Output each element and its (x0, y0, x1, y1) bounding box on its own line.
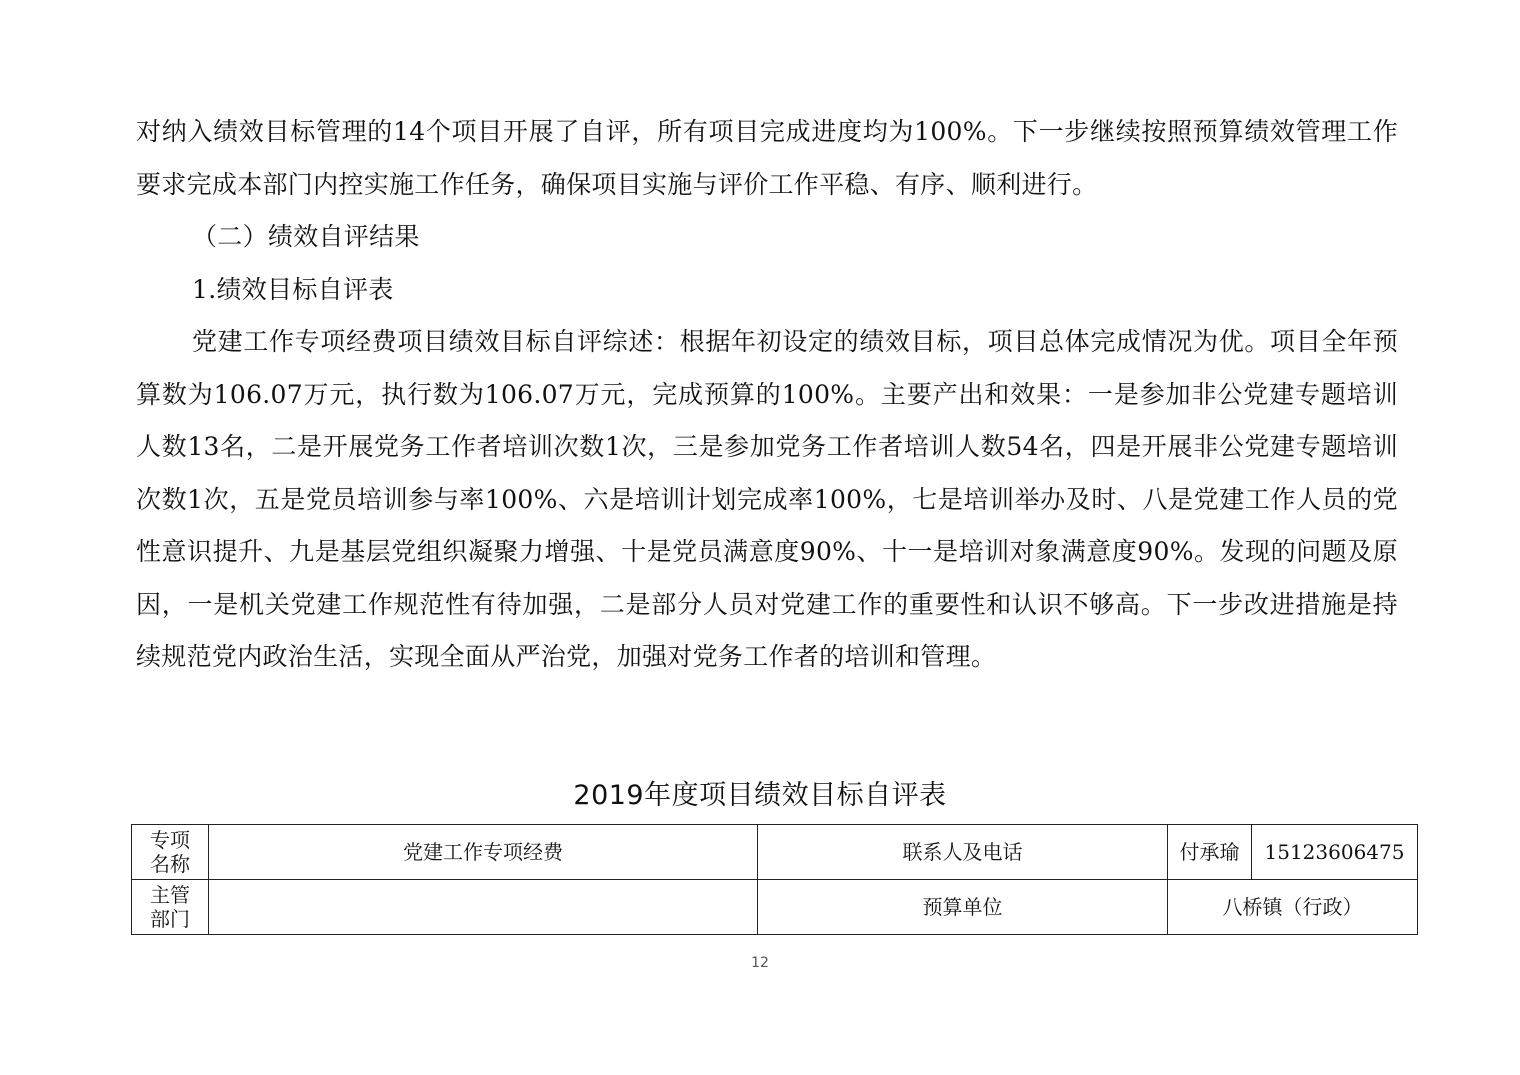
subsection-heading: 1.绩效目标自评表 (192, 274, 394, 304)
label-line: 部门 (150, 907, 190, 931)
budget-unit-label: 预算单位 (758, 880, 1168, 935)
department-value (209, 880, 758, 935)
label-line: 主管 (150, 883, 190, 907)
department-label (132, 880, 209, 935)
section-heading: （二）绩效自评结果 (192, 222, 420, 251)
table-row (132, 880, 1418, 935)
contact-name: 付承瑜 (1168, 825, 1252, 880)
label-line: 专项 (150, 828, 190, 852)
body-text (136, 106, 1398, 684)
table-title: 2019年度项目绩效目标自评表 (573, 780, 947, 811)
project-name-label (132, 825, 209, 880)
budget-unit-value: 八桥镇（行政） (1168, 880, 1418, 935)
paragraph-evaluation-summary: 党建工作专项经费项目绩效目标自评综述：根据年初设定的绩效目标，项目总体完成情况为优。项目全年预算数为106.07万元，执行数为106.07万元，完成预算的100%。主要产出和效果：一是参加非公党建专题培训人数13名，二是开展党务工作者培训次数1次，三是参加党务工作者培训人数54名，四是开展非公党建专题培训次数1次，五是党员培训参与率100%、六是培训计划完成率100%，七是培训举办及时、八是党建工作人员的党性意识提升、九是基层党组织凝聚力增强、十是党员满意度90%、十一是培训对象满意度90%。发现的问题及原因，一是机关党建工作规范性有待加强，二是部分人员对党建工作的重要性和认识不够高。下一步改进措施是持续规范党内政治生活，实现全面从严治党，加强对党务工作者的培训和管理。 (136, 327, 1398, 671)
paragraph-progress-summary: 对纳入绩效目标管理的14个项目开展了自评，所有项目完成进度均为100%。下一步继续按照预算绩效管理工作要求完成本部门内控实施工作任务，确保项目实施与评价工作平稳、有序、顺利进行。 (136, 117, 1398, 199)
table-row (132, 825, 1418, 880)
evaluation-table (131, 824, 1418, 935)
page-number: 12 (751, 955, 769, 971)
label-line: 名称 (150, 852, 190, 876)
contact-label: 联系人及电话 (758, 825, 1168, 880)
contact-phone: 15123606475 (1252, 825, 1418, 880)
project-name-value: 党建工作专项经费 (209, 825, 758, 880)
